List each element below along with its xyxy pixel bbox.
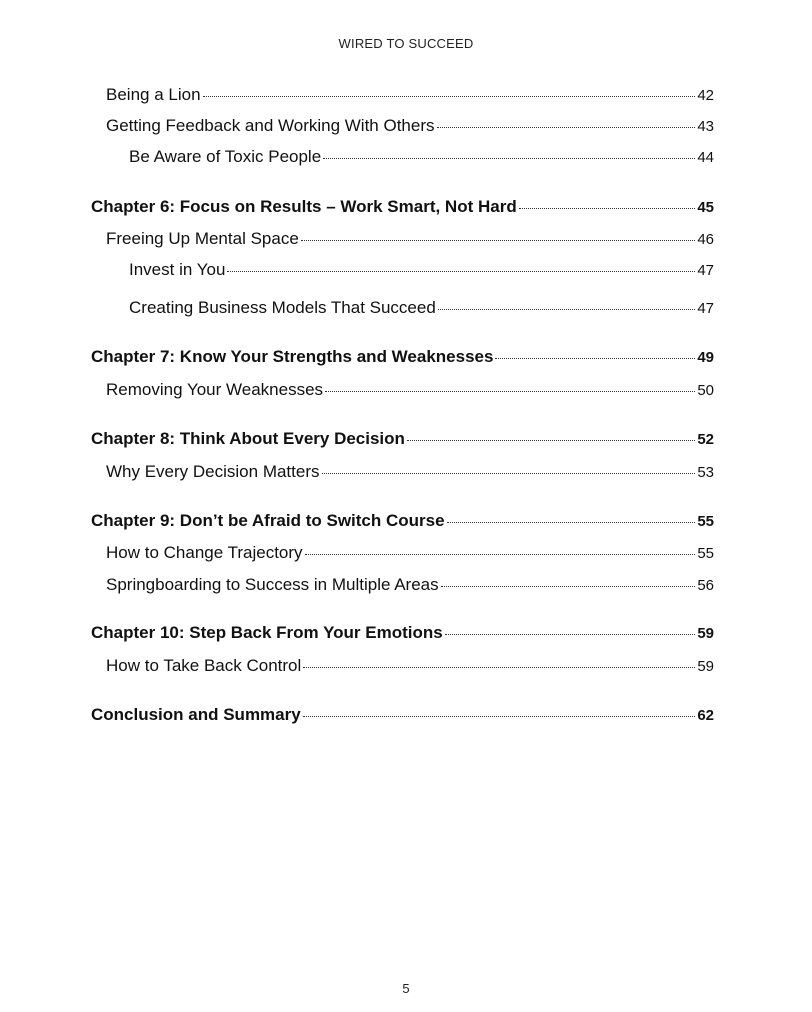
toc-entry-page: 44	[697, 149, 714, 166]
toc-entry-title: Chapter 8: Think About Every Decision	[91, 429, 405, 448]
toc-entry-page: 62	[697, 707, 714, 724]
toc-entry-page: 47	[697, 262, 714, 279]
toc-entry-page: 42	[697, 87, 714, 104]
dot-leader	[441, 586, 695, 587]
toc-entry-page: 45	[697, 199, 714, 216]
toc-entry-title: Removing Your Weaknesses	[106, 380, 324, 399]
toc-entry-page: 43	[697, 118, 714, 135]
toc-entry-page: 55	[697, 545, 714, 562]
toc-entry-chapter-10[interactable]	[91, 622, 714, 644]
page-number: 5	[402, 981, 410, 996]
toc-entry-page: 52	[697, 431, 714, 448]
toc-entry-chapter-7[interactable]	[91, 346, 714, 368]
toc-entry-title: Getting Feedback and Working With Others	[106, 116, 435, 135]
toc-entry-page: 55	[697, 513, 714, 530]
dot-leader	[519, 208, 695, 209]
toc-entry-page: 59	[697, 658, 714, 675]
dot-leader	[495, 358, 695, 359]
dot-leader	[407, 440, 695, 441]
toc-entry-why-every-decision-matters[interactable]	[106, 461, 714, 483]
toc-entry-page: 49	[697, 349, 714, 366]
toc-entry-business-models[interactable]	[129, 297, 714, 319]
toc-entry-page: 47	[697, 300, 714, 317]
toc-entry-chapter-9[interactable]	[91, 510, 714, 532]
toc-entry-title: How to Take Back Control	[106, 656, 302, 675]
toc-entry-page: 56	[697, 577, 714, 594]
toc-entry-title: Why Every Decision Matters	[106, 462, 320, 481]
toc-entry-removing-weaknesses[interactable]	[106, 379, 714, 401]
dot-leader	[437, 127, 695, 128]
toc-entry-invest-in-you[interactable]	[129, 259, 714, 281]
toc-entry-title: Creating Business Models That Succeed	[129, 298, 436, 317]
toc-entry-title: Invest in You	[129, 260, 226, 279]
toc-entry-chapter-8[interactable]	[91, 428, 714, 450]
toc-entry-getting-feedback[interactable]	[106, 115, 714, 137]
dot-leader	[325, 391, 695, 392]
toc-entry-title: Chapter 9: Don’t be Afraid to Switch Course	[91, 511, 445, 530]
toc-entry-title: Being a Lion	[106, 85, 201, 104]
toc-entry-toxic-people[interactable]	[129, 146, 714, 168]
toc-entry-page: 50	[697, 382, 714, 399]
dot-leader	[303, 716, 695, 717]
toc-entry-change-trajectory[interactable]	[106, 542, 714, 564]
toc-entry-page: 46	[697, 231, 714, 248]
toc-entry-title: Freeing Up Mental Space	[106, 229, 299, 248]
toc-entry-conclusion[interactable]	[91, 704, 714, 726]
dot-leader	[203, 96, 695, 97]
toc-entry-title: Chapter 6: Focus on Results – Work Smart, Not Hard	[91, 197, 517, 216]
dot-leader	[227, 271, 695, 272]
toc-entry-page: 59	[697, 625, 714, 642]
toc-entry-title: Chapter 7: Know Your Strengths and Weaknesses	[91, 347, 494, 366]
dot-leader	[305, 554, 695, 555]
dot-leader	[447, 522, 695, 523]
toc-entry-title: Springboarding to Success in Multiple Areas	[106, 575, 439, 594]
dot-leader	[303, 667, 695, 668]
dot-leader	[438, 309, 695, 310]
toc-entry-springboarding[interactable]	[106, 574, 714, 596]
dot-leader	[445, 634, 695, 635]
toc-entry-take-back-control[interactable]	[106, 655, 714, 677]
toc-entry-being-a-lion[interactable]	[106, 84, 714, 106]
toc-entry-title: Conclusion and Summary	[91, 705, 301, 724]
toc-entry-title: Chapter 10: Step Back From Your Emotions	[91, 623, 443, 642]
toc-entry-freeing-up-mental-space[interactable]	[106, 228, 714, 250]
dot-leader	[301, 240, 695, 241]
running-header: WIRED TO SUCCEED	[338, 36, 474, 51]
toc-entry-page: 53	[697, 464, 714, 481]
dot-leader	[323, 158, 695, 159]
toc-entry-title: How to Change Trajectory	[106, 543, 303, 562]
toc-entry-chapter-6[interactable]	[91, 196, 714, 218]
toc-entry-title: Be Aware of Toxic People	[129, 147, 322, 166]
dot-leader	[322, 473, 696, 474]
